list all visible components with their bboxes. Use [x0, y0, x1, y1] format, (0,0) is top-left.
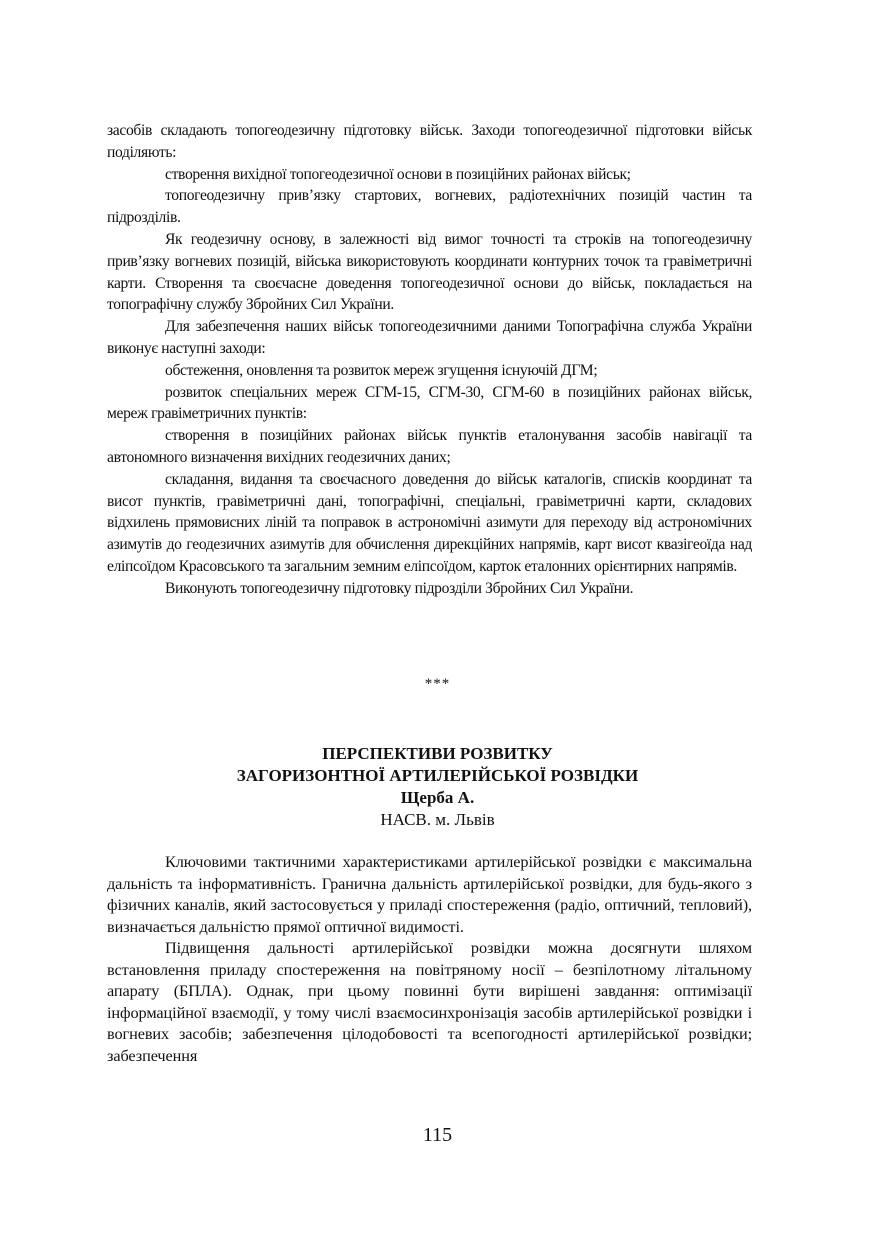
paragraph: розвиток спеціальних мереж СГМ-15, СГМ-30, СГМ-60 в позиційних районах військ, мереж гравіметричних пунктів: [107, 383, 752, 423]
article-title-line-1: ПЕРСПЕКТИВИ РОЗВИТКУ [322, 744, 553, 763]
paragraph: обстеження, оновлення та розвиток мереж згущення існуючій ДГМ; [165, 361, 598, 379]
article-header [0, 743, 875, 831]
paragraph: Як геодезичну основу, в залежності від вимог точності та строків на топогеодезичну прив’язку вогневих позицій, війська використовують координати контурних точок та гравіметричні карти. Створення та своєчасне доведення топогеодезичної основи до військ, покладається на топографічну службу Збройних Сил України. [107, 230, 752, 314]
article-body [107, 851, 752, 1066]
paragraph: засобів складають топогеодезичну підготовку військ. Заходи топогеодезичної підготовки військ поділяють: [107, 122, 752, 161]
article-affiliation: НАСВ. м. Львів [380, 810, 495, 829]
article-title-line-2: ЗАГОРИЗОНТНОЇ АРТИЛЕРІЙСЬКОЇ РОЗВІДКИ [236, 766, 639, 785]
paragraph: створення вихідної топогеодезичної основи в позиційних районах військ; [165, 165, 631, 183]
paragraph: Підвищення дальності артилерійської розвідки можна досягнути шляхом встановлення приладу спостереження на повітряному носії – безпілотному літальному апарату (БПЛА). Однак, при цьому повинні бути вирішені завдання: оптимізації інформаційної взаємодії, у тому числі взаємосинхронізація засобів артилерійської розвідки і вогневих засобів; забезпечення цілодобовості та всепогодності артилерійської розвідки; забезпечення [107, 938, 752, 1065]
paragraph: Ключовими тактичними характеристиками артилерійської розвідки є максимальна дальність та інформативність. Гранична дальність артилерійської розвідки, для будь-якого з фізичних каналів, який застосовується у приладі спостереження (радіо, оптичний, тепловий), визначається дальністю прямої оптичної видимості. [107, 852, 752, 936]
paragraph: складання, видання та своєчасного доведення до військ каталогів, списків координат та висот пунктів, гравіметричні дані, топографічні, спеціальні, гравіметричні карти, складових відхилень прямовисних ліній та поправок в астрономічні азимути для переходу від астрономічних азимутів до геодезичних азимутів для обчислення дирекційних напрямів, карт висот квазігеоїда над еліпсоїдом Красовського та загальним земним еліпсоїдом, карток еталонних орієнтирних напрямів. [107, 470, 752, 575]
paragraph: створення в позиційних районах військ пунктів еталонування засобів навігації та автономного визначення вихідних геодезичних даних; [107, 427, 752, 466]
page-number: 115 [422, 1124, 453, 1146]
section-separator: *** [424, 676, 451, 692]
paragraph: топогеодезичну прив’язку стартових, вогневих, радіотехнічних позицій частин та підрозділів. [107, 187, 752, 227]
paragraph: Для забезпечення наших військ топогеодезичними даними Топографічна служба України виконує наступні заходи: [107, 318, 752, 357]
section-continuation [107, 120, 752, 600]
article-author: Щерба А. [400, 788, 475, 807]
paragraph: Виконують топогеодезичну підготовку підрозділи Збройних Сил України. [165, 579, 634, 597]
